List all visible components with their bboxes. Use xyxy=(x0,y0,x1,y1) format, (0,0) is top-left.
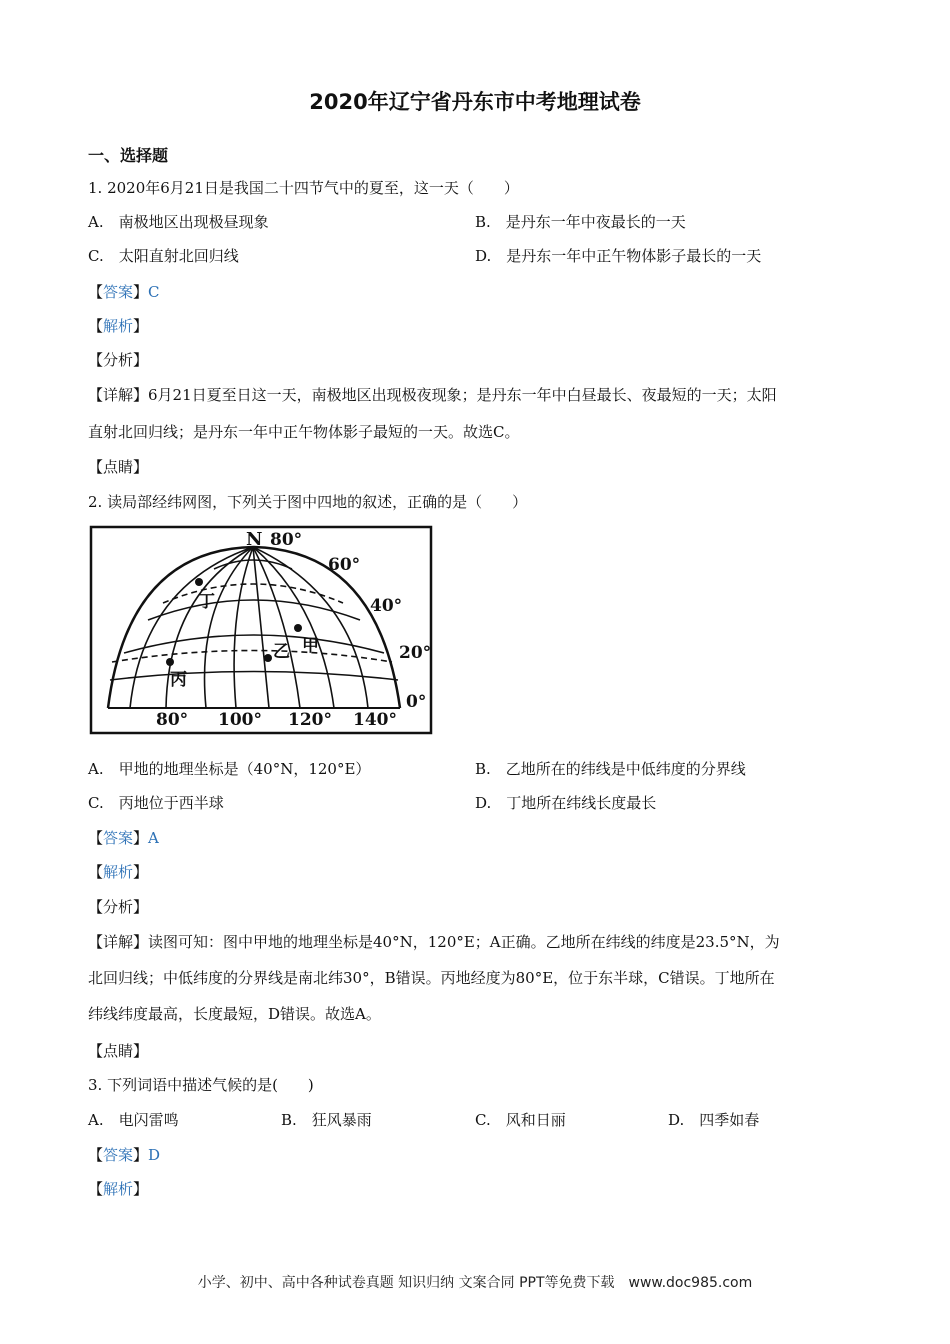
q1-answer: 【答案】C xyxy=(88,283,160,301)
q1-option-c: C. 太阳直射北回归线 xyxy=(88,247,239,265)
q3-option-b: B. 狂风暴雨 xyxy=(281,1111,372,1129)
q3-analysis-tag: 【解析】 xyxy=(88,1180,149,1198)
lat-label-80: 80° xyxy=(270,530,303,550)
graticule-map xyxy=(88,525,434,735)
point-ding xyxy=(195,578,203,586)
place-jia: 甲 xyxy=(302,636,319,656)
lat-label-0: 0° xyxy=(406,692,427,712)
page-title: 2020年辽宁省丹东市中考地理试卷 xyxy=(309,90,641,114)
point-jia xyxy=(294,624,302,632)
q1-option-b: B. 是丹东一年中夜最长的一天 xyxy=(475,213,686,231)
point-yi xyxy=(264,654,272,662)
q1-detail-line2: 直射北回归线；是丹东一年中正午物体影子最短的一天。故选C。 xyxy=(88,423,520,441)
place-ding: 丁 xyxy=(198,592,215,612)
lon-label-100: 100° xyxy=(218,710,262,730)
q2-option-a: A. 甲地的地理坐标是（40°N，120°E） xyxy=(88,760,371,778)
q1-stem: 1. 2020年6月21日是我国二十四节气中的夏至，这一天（ ） xyxy=(88,179,519,197)
q1-detail-line1: 【详解】6月21日夏至日这一天，南极地区出现极夜现象；是丹东一年中白昼最长、夜最短的一天；太阳 xyxy=(88,386,777,404)
q1-analysis-tag: 【解析】 xyxy=(88,317,149,335)
footer-text: 小学、初中、高中各种试卷真题 知识归纳 文案合同 PPT等免费下载 www.doc985.com xyxy=(197,1275,753,1291)
point-bing xyxy=(166,658,174,666)
q2-option-b: B. 乙地所在的纬线是中低纬度的分界线 xyxy=(475,760,746,778)
lat-label-40: 40° xyxy=(370,596,403,616)
q2-option-d: D. 丁地所在纬线长度最长 xyxy=(475,794,657,812)
lon-label-120: 120° xyxy=(288,710,332,730)
q2-dianjing: 【点睛】 xyxy=(88,1042,149,1060)
q2-detail-line1: 【详解】读图可知：图中甲地的地理坐标是40°N，120°E；A正确。乙地所在纬线的纬度是23.5°N，为 xyxy=(88,933,780,951)
q1-dianjing: 【点睛】 xyxy=(88,458,149,476)
q3-option-d: D. 四季如春 xyxy=(668,1111,760,1129)
q2-stem: 2. 读局部经纬网图，下列关于图中四地的叙述，正确的是（ ） xyxy=(88,493,528,511)
section-heading: 一、选择题 xyxy=(88,146,169,165)
q2-analysis-tag: 【解析】 xyxy=(88,863,149,881)
place-bing: 丙 xyxy=(170,670,187,690)
q2-detail-line2: 北回归线；中低纬度的分界线是南北纬30°，B错误。丙地经度为80°E，位于东半球，C错误。丁地所在 xyxy=(88,969,775,987)
lat-label-60: 60° xyxy=(328,555,361,575)
q1-option-a: A. 南极地区出现极昼现象 xyxy=(88,213,269,231)
q2-answer: 【答案】A xyxy=(88,829,159,847)
q3-option-c: C. 风和日丽 xyxy=(475,1111,566,1129)
place-yi: 乙 xyxy=(273,642,290,662)
lon-label-140: 140° xyxy=(353,710,397,730)
lat-label-20: 20° xyxy=(399,643,432,663)
q3-stem: 3. 下列词语中描述气候的是( ) xyxy=(88,1076,314,1094)
q2-detail-line3: 纬线纬度最高，长度最短，D错误。故选A。 xyxy=(88,1005,381,1023)
q3-option-a: A. 电闪雷鸣 xyxy=(88,1111,179,1129)
q1-fenxi: 【分析】 xyxy=(88,351,149,369)
q2-fenxi: 【分析】 xyxy=(88,898,149,916)
q3-answer: 【答案】D xyxy=(88,1146,161,1164)
lon-label-80: 80° xyxy=(156,710,189,730)
north-label: N xyxy=(246,529,263,550)
q2-option-c: C. 丙地位于西半球 xyxy=(88,794,224,812)
q1-option-d: D. 是丹东一年中正午物体影子最长的一天 xyxy=(475,247,762,265)
